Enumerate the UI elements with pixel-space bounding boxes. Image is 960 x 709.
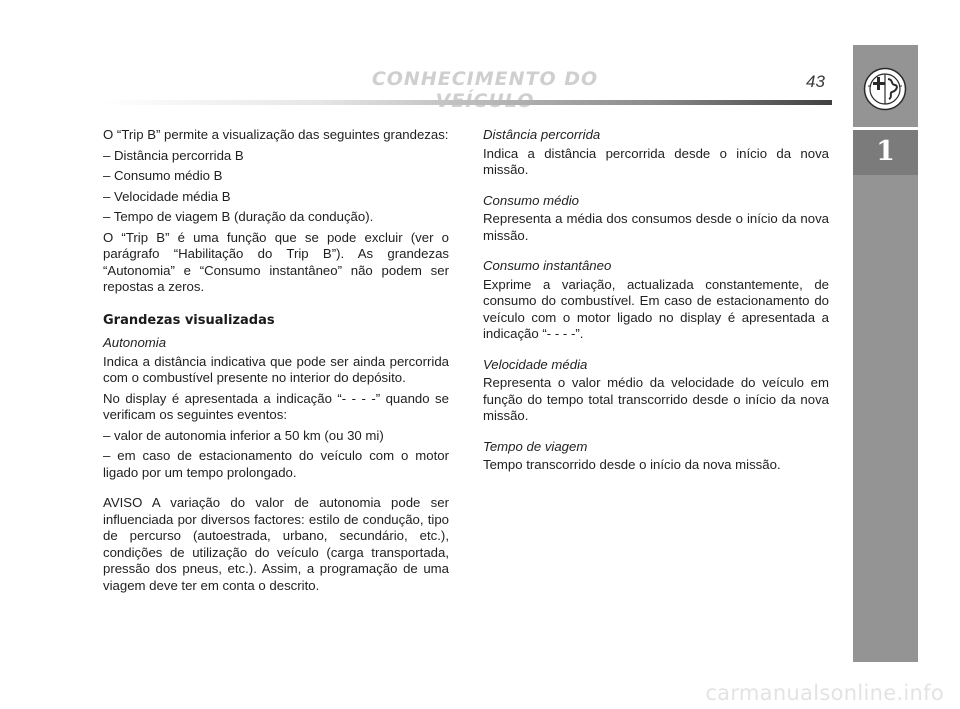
left-column <box>103 127 449 598</box>
list-item: – em caso de estacionamento do veículo com o motor ligado por um tempo prolongado. <box>103 448 449 480</box>
chapter-number: 1 <box>876 136 895 167</box>
aviso-warning: AVISO A variação do valor de autonomia pode ser influenciada por diversos factores: estilo de condução, tipo de percurso (autoestrada, urbano, secundário, etc.), condições de utilização do veículo (carga transportada, pressão dos pneus, etc.). Assim, a programação de uma viagem deve ter em conta o descrito. <box>103 495 449 593</box>
page-number: 43 <box>806 72 825 91</box>
list-item: – Tempo de viagem B (duração da condução). <box>103 209 374 224</box>
list-item: – valor de autonomia inferior a 50 km (ou 30 mi) <box>103 427 384 443</box>
watermark: carmanualsonline.info <box>705 681 944 705</box>
trip-time-text: Tempo transcorrido desde o início da nova missão. <box>483 457 781 472</box>
list-item: – Distância percorrida B <box>103 147 244 163</box>
chapter-side-tab <box>853 45 918 662</box>
avg-speed-text: Representa o valor médio da velocidade do veículo em função do tempo total transcorrido desde o início da nova missão. <box>483 375 829 423</box>
side-tab-top <box>853 45 918 127</box>
avg-consumption-title: Consumo médio <box>483 192 580 208</box>
autonomia-title: Autonomia <box>103 335 167 350</box>
intro-text: O “Trip B” permite a visualização das seguintes grandezas: <box>103 127 449 142</box>
right-column <box>483 127 829 478</box>
trip-time-title: Tempo de viagem <box>483 438 588 454</box>
distance-title: Distância percorrida <box>483 127 601 142</box>
section-title: Grandezas visualizadas <box>103 312 275 328</box>
autonomia-description: Indica a distância indicativa que pode ser ainda percorrida com o combustível presente no interior do depósito. <box>103 353 449 385</box>
trip-b-note: O “Trip B” é uma função que se pode excluir (ver o parágrafo “Habilitação do Trip B”). As grandezas “Autonomia” e “Consumo instantâneo” não podem ser repostas a zeros. <box>103 229 449 294</box>
autonomia-display-note: No display é apresentada a indicação “- - - -” quando se verificam os seguintes eventos: <box>103 390 449 422</box>
instant-consumption-text: Exprime a variação, actualizada constantemente, de consumo do combustível. Em caso de estacionamento do veículo com o motor ligado no display é apresentada a indicação “- - - -”. <box>483 276 829 341</box>
avg-consumption-text: Representa a média dos consumos desde o início da nova missão. <box>483 211 829 243</box>
list-item: – Velocidade média B <box>103 188 231 204</box>
avg-speed-title: Velocidade média <box>483 356 588 372</box>
distance-text: Indica a distância percorrida desde o início da nova missão. <box>483 145 829 177</box>
header-divider <box>100 100 832 105</box>
instant-consumption-title: Consumo instantâneo <box>483 258 612 273</box>
side-tab-bottom <box>853 175 918 662</box>
page-header-title: CONHECIMENTO DO <box>371 68 599 90</box>
alfa-romeo-logo-icon <box>863 67 907 111</box>
list-item: – Consumo médio B <box>103 168 223 183</box>
